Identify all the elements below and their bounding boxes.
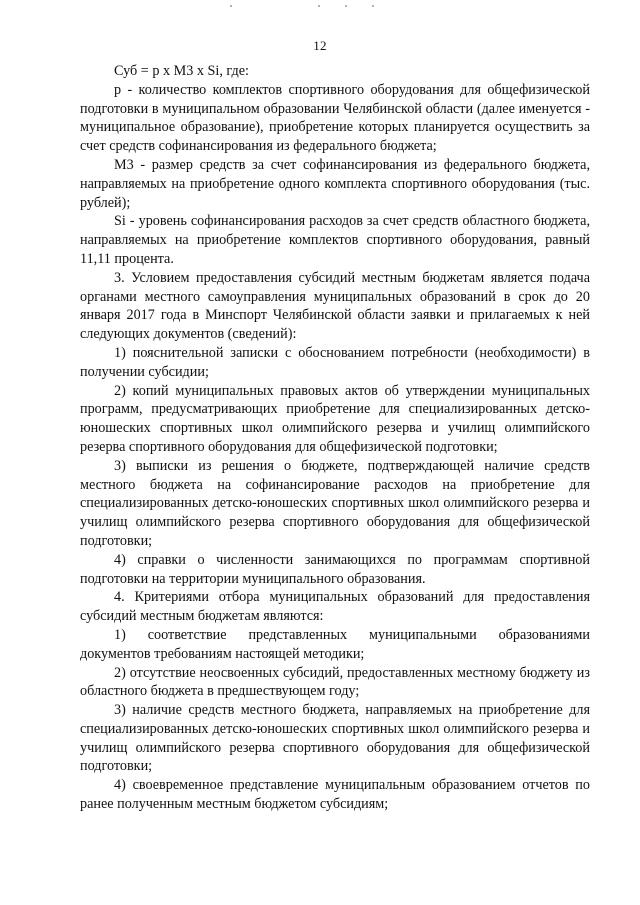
clause-4: 4. Критериями отбора муниципальных образований для предоставления субсидий местным бюджетам являются:	[80, 589, 590, 625]
clause-3-item-2: 2) копий муниципальных правовых актов об утверждении муниципальных программ, предусматривающих приобретение для специализированных детско-юношеских спортивных школ олимпийского резерва и училищ олимпийского резерва спортивного оборудования для общефизической подготовки;	[80, 382, 590, 455]
clause-3-item-4: 4) справки о численности занимающихся по программам спортивной подготовки на территории муниципального образования.	[80, 551, 590, 587]
scan-speck	[230, 5, 232, 7]
clause-3-item-3: 3) выписки из решения о бюджете, подтверждающей наличие средств местного бюджета на софинансирование расходов на приобретение для специализированных детско-юношеских спортивных школ олимпийского резерва и училищ олимпийского резерва спортивного оборудования для общефизической подготовки;	[80, 457, 590, 549]
clause-4-item-2: 2) отсутствие неосвоенных субсидий, предоставленных местному бюджету из областного бюджета в предшествующем году;	[80, 664, 590, 700]
scan-speck	[318, 5, 320, 7]
scan-speck	[345, 5, 347, 7]
definition-si: Si - уровень софинансирования расходов за счет средств областного бюджета, направляемых на приобретение комплектов спортивного оборудования, равный 11,11 процента.	[80, 213, 590, 267]
clause-4-item-1: 1) соответствие представленных муниципальными образованиями документов требованиям настоящей методики;	[80, 626, 590, 662]
document-body	[80, 62, 590, 814]
scan-speck	[372, 5, 374, 7]
formula-paragraph: Суб = р х М3 х Si, где:	[114, 63, 250, 79]
clause-3: 3. Условием предоставления субсидий местным бюджетам является подача органами местного самоуправления муниципальных образований в срок до 20 января 2017 года в Минспорт Челябинской области заявки и прилагаемых к ней следующих документов (сведений):	[80, 269, 590, 343]
clause-3-item-1: 1) пояснительной записки с обоснованием потребности (необходимости) в получении субсидии;	[80, 344, 590, 380]
page-number: 12	[313, 38, 327, 53]
clause-4-item-4: 4) своевременное представление муниципальным образованием отчетов по ранее полученным местным бюджетом субсидиям;	[80, 777, 590, 813]
definition-m3: М3 - размер средств за счет софинансирования из федерального бюджета, направляемых на приобретение одного комплекта спортивного оборудования (тыс. рублей);	[80, 156, 590, 211]
definition-p: р - количество комплектов спортивного оборудования для общефизической подготовки в муниципальном образовании Челябинской области (далее именуется - муниципальное образование), приобретение которых планируется осуществить за счет средств софинансирования из федерального бюджета;	[80, 81, 590, 155]
scan-specks	[0, 5, 640, 11]
clause-4-item-3: 3) наличие средств местного бюджета, направляемых на приобретение для специализированных детско-юношеских спортивных школ олимпийского резерва и училищ олимпийского резерва спортивного оборудования для общефизической подготовки;	[80, 702, 590, 775]
